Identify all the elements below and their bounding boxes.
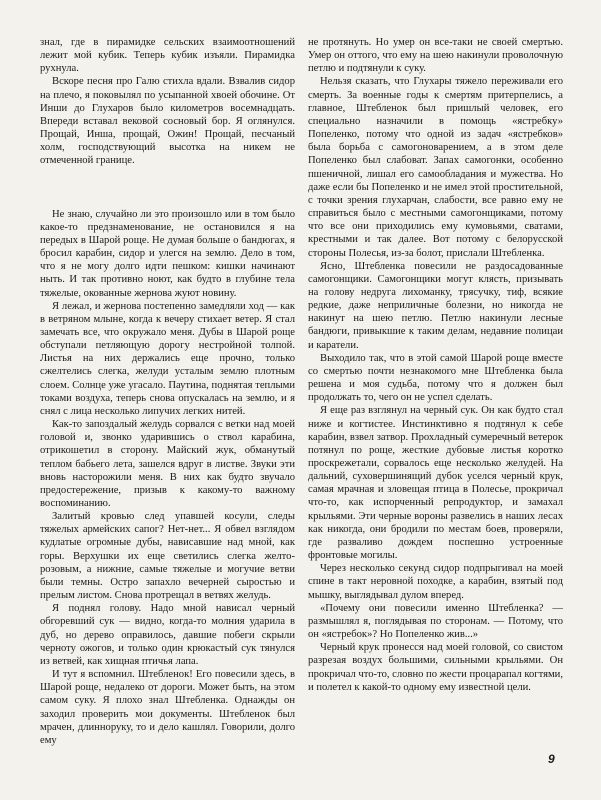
paragraph: Я лежал, и жернова постепенно замедляли ход — как в ветряном млыне, когда к вечеру стихает ветер. Я стал замечать все, что окружало меня. Дубы в Шарой роще обступали петляющую дорогу нестройной толпой. Листья на них держались еще прочно, только сжелтелись слегка, желуди усталым землю плотным слоем. Солнце уже угасало. Паутина, поднятая теплыми токами воздуха, теперь снова опускалась на землю, и я снял с лица несколько липучих легких нитей. [40, 300, 295, 417]
left-text-column [40, 36, 295, 747]
paragraph: Я еще раз взглянул на черный сук. Он как будто стал ниже и когтистее. Инстинктивно я подтянул к себе карабин, взвел затвор. Прохладный сумеречный ветерок потянул по роще, жесткие дубовые листья коротко проскрежетали, сорвалось еще несколько желудей. На дальний, суховершинящий дубок уселся черный крук, самая мрачная и зловещая птица в Полесье, прокричал что-то, как испорченный репродуктор, и замахал крыльями. Эти черные вороны развелись в наших лесах как никогда, они бродили по местам боев, проверяли, где разваливо дождем поспешно устроенные фронтовые могилы. [308, 405, 563, 562]
paragraph: Вскоре песня про Галю стихла вдали. Взвалив сидор на плечо, я поковылял по усыпанной хвоей обочине. От Инши до Глухаров было километров восемнадцать. Впереди вставал вековой сосновый бор. Я оглянулся. Прощай, Инша, прощай, Ожин! Прощай, песчаный холм, господствующий высотка на никем не отмеченной границе. [40, 76, 295, 167]
paragraph: Как-то запоздалый желудь сорвался с ветки над моей головой и, звонко ударившись о ствол карабина, отрикошетил в сторону. Майский жук, обманутый теплом бабьего лета, зашелся вдруг в листве. Звуки эти вновь насторожили меня. В них как будто звучало предостережение, призыв к какому-то важному воспоминанию. [40, 419, 295, 509]
paragraph: Ясно, Штебленка повесили не раздосадованные самогонщики. Самогонщики могут клясть, призывать на голову недруга лихоманку, трясучку, тиф, всякие редкие, даже неприличные болезни, но никогда не накинут на шею петлю. Петлю накинули лесные бандюги, привыкшие к таким делам, недавние полицаи и каратели. [308, 260, 563, 351]
paragraph: Выходило так, что в этой самой Шарой роще вместе со смертью почти незнакомого мне Штебленка была решена и моя судьба, потому что я должен был продолжать то, чего он не успел сделать. [308, 352, 563, 404]
paragraph: Черный крук пронесся над моей головой, со свистом разрезая воздух большими, сильными крыльями. Он прокричал что-то, словно по жести процарапал когтями, и полетел к какой-то одному ему известной цели. [308, 642, 563, 693]
paragraph: Я поднял голову. Надо мной нависал черный обгоревший сук — видно, когда-то молния ударила в дуб, но дерево оправилось, давшие побеги скрыли черноту ожогов, и только один крюкастый сук тянулся из ветвей, как хищная птичья лапа. [40, 603, 295, 667]
paragraph: знал, где в пирамидке сельских взаимоотношений лежит мой кубик. Теперь кубик изъяли. Пирамидка рухнула. [40, 37, 295, 75]
page-number: 9 [548, 752, 555, 766]
paragraph: не протянуть. Но умер он все-таки не своей смертью. Умер он оттого, что ему на шею накинули проволочную петлю и подтянули к суку. [308, 37, 563, 75]
paragraph: И тут я вспомнил. Штебленок! Его повесили здесь, в Шарой роще, недалеко от дороги. Может быть, на этом самом суку. Я плохо знал Штебленка. Однажды он заходил проверить мои документы. Штебленок был мрачен, длинноруку, то и дело кашлял. Говорили, долго ему [40, 669, 295, 746]
paragraph: Не знаю, случайно ли это произошло или в том было какое-то предзнаменование, не остановился я на передых в Шарой роще. Не думая больше о бандюгах, я бросил карабин, сидор и улегся на землю. Дело в том, что я не могу долго идти пешком: кишки начинают ныть. И так противно ноют, как будто в глубине тела тяжелые, окованные жернова жуют новину. [40, 208, 295, 299]
paragraph: Через несколько секунд сидор подпрыгивал на моей спине в такт неровной походке, а карабин, взятый под мышку, выглядывал дулом вперед. [308, 563, 563, 601]
paragraph: «Почему они повесили именно Штебленка? — размышлял я, поглядывая по сторонам. — Потому, что он «ястребок»? Но Попеленко жив...» [308, 602, 563, 641]
paragraph: Залитый кровью след упавшей косули, следы тяжелых армейских сапог? Нет-нет... Я обвел взглядом кудлатые огромные дубы, нависавшие над мной, как горы. Верхушки их еще светились слегка желто-розовым, а нижние, самые тяжелые и могучие ветви были темны. Остро запахло вечерней сыростью и прелым листом. Снова протрещал в ветвях желудь. [40, 511, 295, 602]
right-text-column [308, 36, 563, 694]
paragraph: Нельзя сказать, что Глухары тяжело переживали его смерть. За военные годы к смертям притерпелись, а главное, Штебленок был пришлый человек, его специально назначили в помощь «ястребку» Попеленко, потому что одной из задач «ястребков» была борьба с самогоноварением, а в этом деле Попеленко был слабоват. Запах самогонки, особенно пшеничной, лишал его самообладания и мужества. Но даже если бы Попеленко и не имел этой простительной, с точки зрения глухарчан, слабости, все равно ему не справиться было с местными самогонщиками, потому что все они приходились ему кумовьями, сватами, крестными и так далее. Вот потому с белорусской стороны Полесья, из-за болот, прислали Штебленка. [308, 76, 563, 259]
